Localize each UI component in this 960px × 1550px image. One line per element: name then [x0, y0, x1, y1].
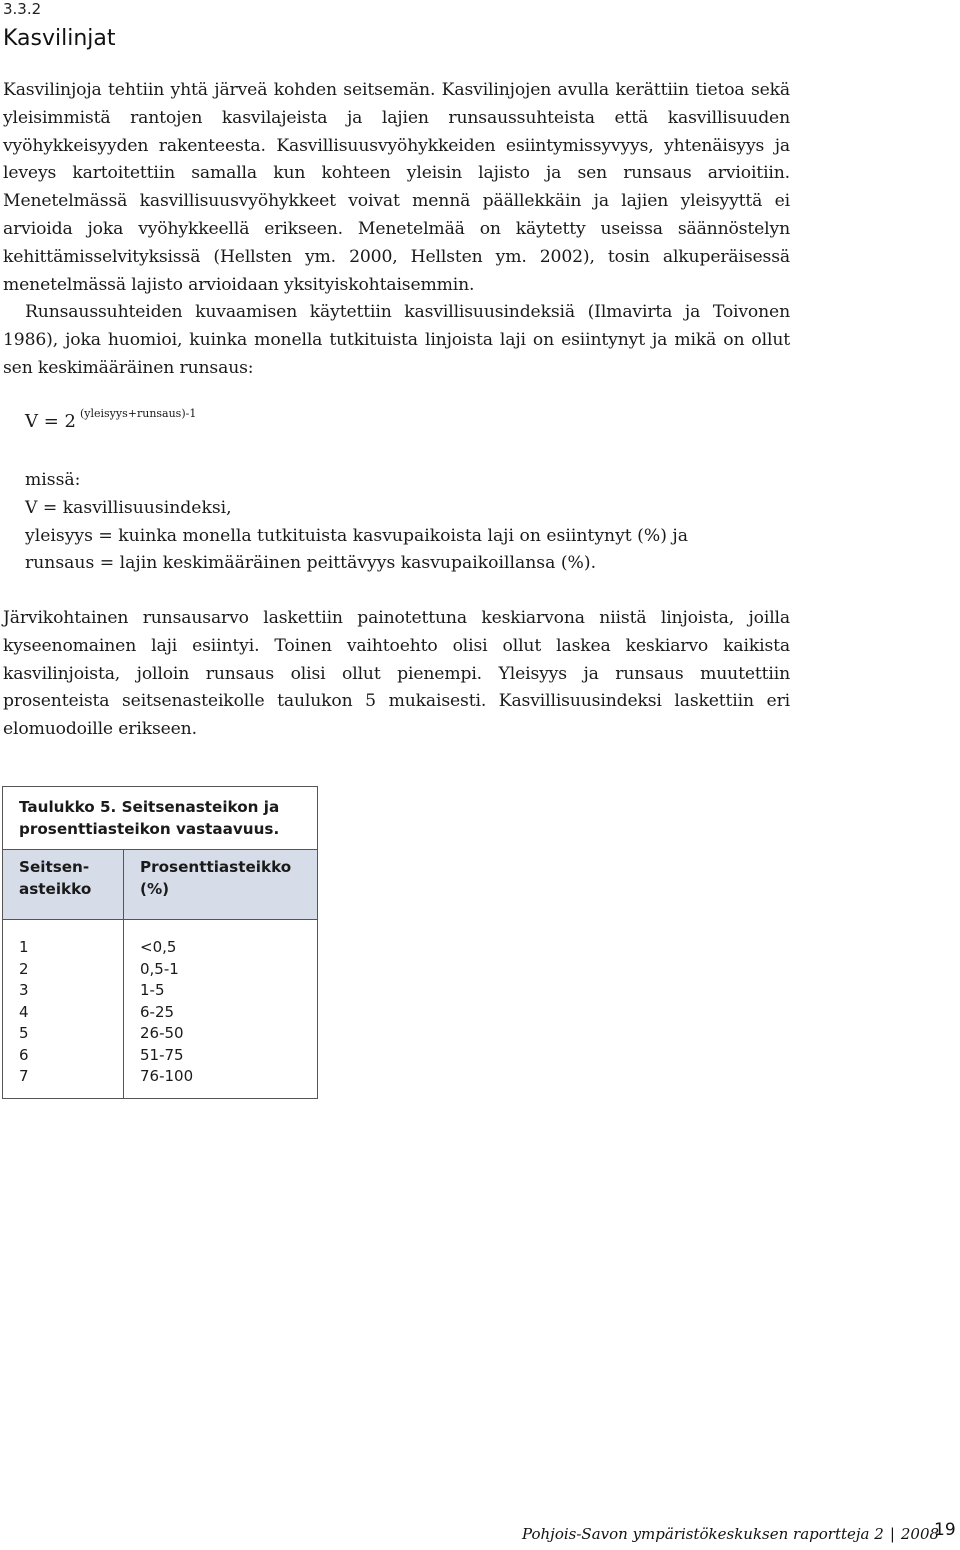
cell-percent: 51-75	[140, 1045, 184, 1064]
cell-percent: 76-100	[140, 1067, 194, 1085]
paragraph-1: Kasvilinjoja tehtiin yhtä järveä kohden seitsemän. Kasvilinjojen avulla kerättiin tietoa sekä yleisimmistä rantojen kasvilajeista ja lajien runsaussuhteista että kasvillisuuden vyöhykkeisyyden rakenteesta. Kasvillisuusvyöhykkeiden esiintymissyvyys, yhtenäisyys ja leveys kartoitettiin samalla kun kohteen yleisin lajisto ja sen runsaus arvioitiin. Menetelmässä kasvillisuusvyöhykkeet voivat mennä päällekkäin ja lajien yleisyyttä ei arvioida joka vyöhykkeellä erikseen. Menetelmää on käytetty useissa säännöstelyn kehittämisselvityksissä (Hellsten ym. 2000, Hellsten ym. 2002), tosin alkuperäisessä menetelmässä lajisto arvioidaan yksityiskohtaisemmin.	[3, 80, 790, 295]
definitions-intro: missä:	[25, 470, 81, 490]
cell-percent: 1-5	[140, 981, 165, 999]
table-row	[3, 1045, 317, 1067]
paragraph-3: Järvikohtainen runsausarvo laskettiin painotettuna keskiarvona niistä linjoista, joilla kyseenomainen laji esiintyi. Toinen vaihtoehto olisi ollut laskea keskiarvo kaikista kasvilinjoista, jolloin runsaus olisi ollut pienempi. Yleisyys ja runsaus muutettiin prosenteista seitsenasteikolle taulukon 5 mukaisesti. Kasvillisuusindeksi laskettiin eri elomuodoille erikseen.	[3, 608, 790, 740]
table-header	[3, 850, 317, 920]
formula	[25, 407, 197, 432]
table-row	[3, 980, 317, 1002]
definition-yleisyys: yleisyys = kuinka monella tutkituista kasvupaikoista laji on esiintynyt (%) ja	[25, 525, 688, 546]
formula-base: V = 2	[25, 411, 76, 432]
page-footer	[522, 1525, 939, 1543]
cell-percent: <0,5	[140, 938, 177, 956]
footer-publication: Pohjois-Savon ympäristökeskuksen raportteja	[522, 1525, 870, 1543]
table-row	[3, 1023, 317, 1045]
header-scale: Seitsen-asteikko	[19, 858, 92, 898]
page-number: 19	[934, 1520, 956, 1540]
table-row	[3, 1002, 317, 1024]
table-row	[3, 959, 317, 981]
formula-exponent: (yleisyys+runsaus)-1	[79, 407, 197, 420]
table-caption: Taulukko 5. Seitsenasteikon ja prosenttiasteikon vastaavuus.	[3, 787, 317, 850]
table-row	[3, 937, 317, 959]
table-body	[3, 937, 317, 1088]
section-number: 3.3.2	[3, 0, 42, 18]
section-title: Kasvilinjat	[3, 26, 116, 51]
cell-percent: 26-50	[140, 1024, 184, 1042]
scale-table	[2, 786, 318, 1099]
header-percent: Prosenttiasteikko (%)	[140, 858, 292, 898]
cell-scale: 4	[19, 1002, 29, 1021]
cell-percent: 0,5-1	[140, 959, 179, 978]
footer-year: 2008	[900, 1525, 940, 1543]
cell-percent: 6-25	[140, 1002, 175, 1021]
cell-scale: 3	[19, 981, 29, 999]
definition-v: V = kasvillisuusindeksi,	[25, 497, 232, 518]
cell-scale: 7	[19, 1067, 29, 1085]
paragraph-2: Runsaussuhteiden kuvaamisen käytettiin kasvillisuusindeksiä (Ilmavirta ja Toivonen 1986), joka huomioi, kuinka monella tutkituista linjoista laji on esiintynyt ja mikä on ollut sen keskimääräinen runsaus:	[3, 302, 790, 378]
footer-separator: |	[889, 1525, 895, 1543]
definitions	[25, 467, 688, 578]
footer-issue: 2	[874, 1525, 884, 1543]
cell-scale: 5	[19, 1024, 29, 1042]
table-row	[3, 1066, 317, 1088]
definition-runsaus: runsaus = lajin keskimääräinen peittävyys kasvupaikoillansa (%).	[25, 553, 597, 574]
cell-scale: 1	[19, 938, 29, 956]
cell-scale: 2	[19, 959, 29, 978]
cell-scale: 6	[19, 1045, 29, 1064]
